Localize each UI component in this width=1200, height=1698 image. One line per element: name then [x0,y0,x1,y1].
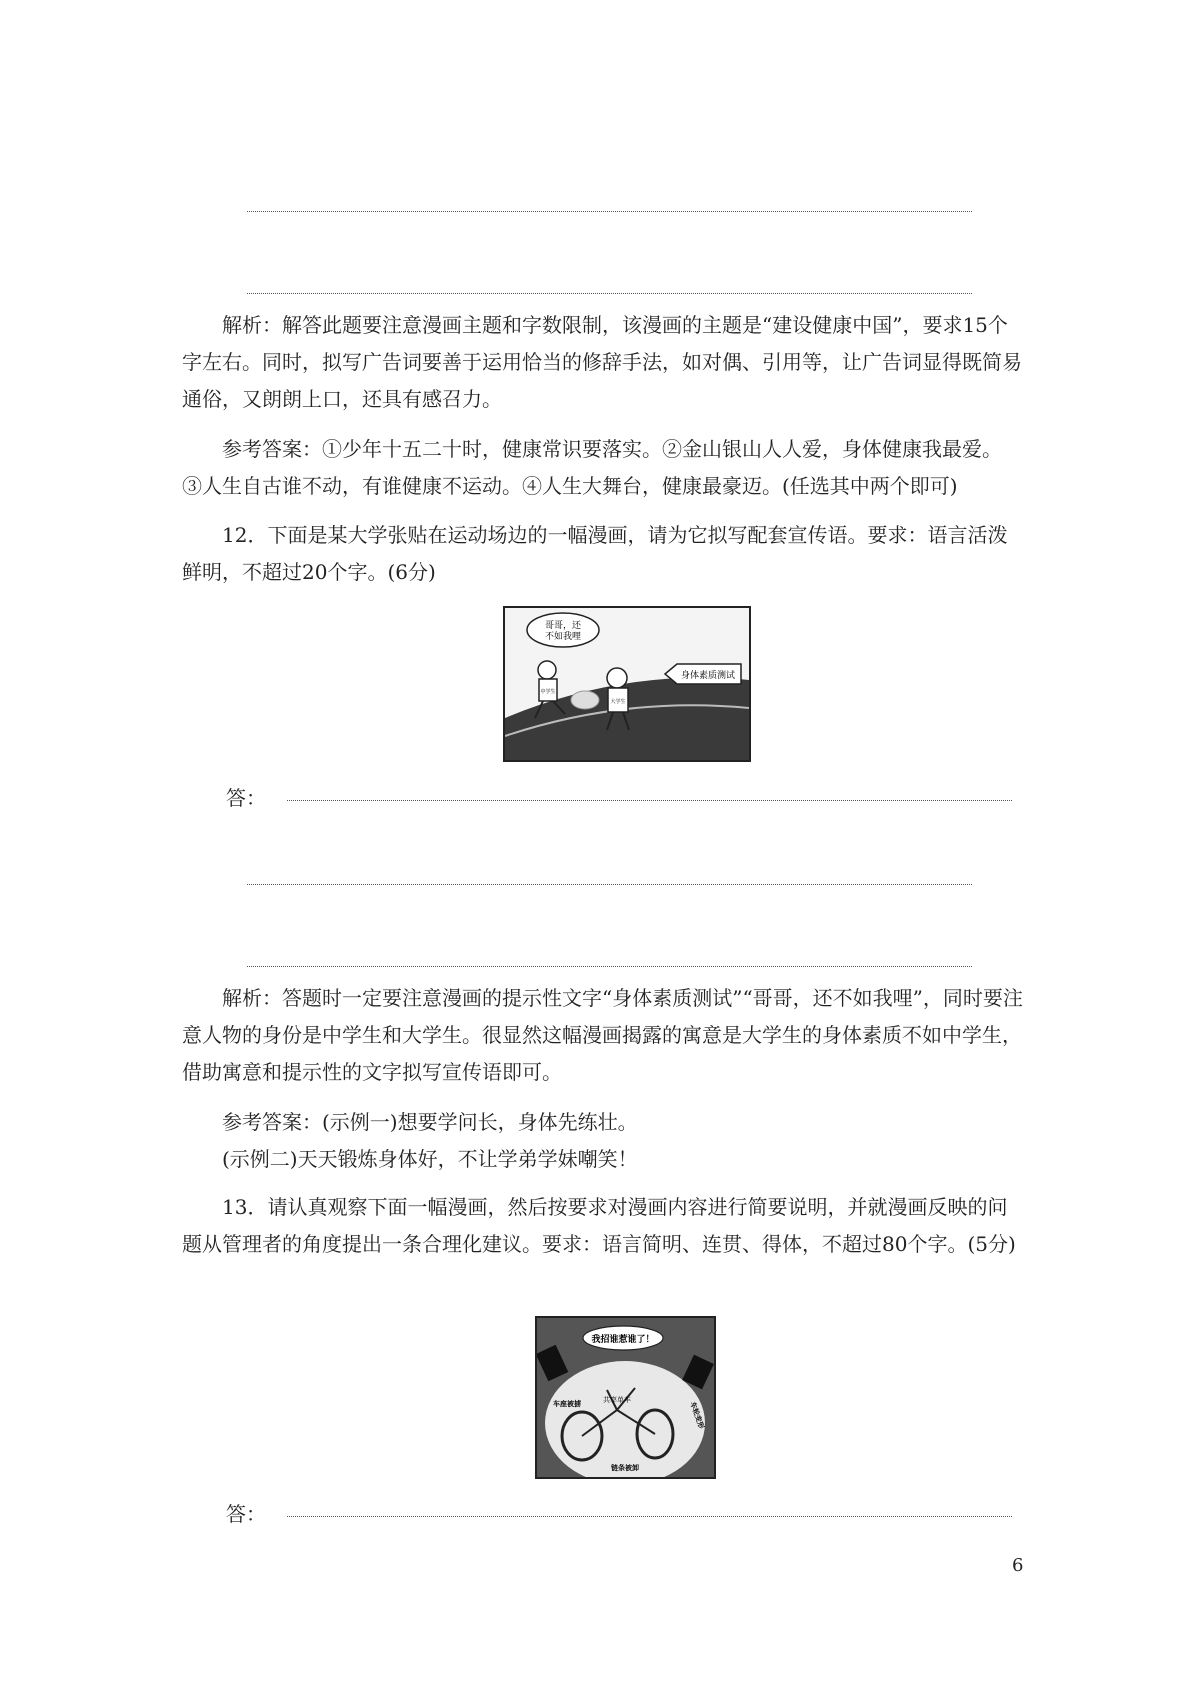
q11-answer-line1: 参考答案：①少年十五二十时，健康常识要落实。②金山银山人人爱，身体健康我最爱。 [222,437,1002,461]
q12-answer-2: (示例二)天天锻炼身体好，不让学弟学妹嘲笑！ [222,1147,638,1171]
bike-label: 共享单车 [603,1396,631,1404]
q11-answer-line2: ③人生自古谁不动，有谁健康不运动。④人生大舞台，健康最豪迈。(任选其中两个即可) [182,474,958,498]
speech-bubble-text: 哥哥，还 [544,621,582,631]
q12-cartoon [503,606,751,762]
q11-analysis: 解析：解答此题要注意漫画主题和字数限制，该漫画的主题是“建设健康中国”，要求15个字左右。同时，拟写广告词要善于运用恰当的修辞手法，如对偶、引用等，让广告词显得既简易通俗，又朗朗上口，还具有感召力。 [182,313,1022,411]
shirt-label-left: 中学生 [540,689,556,695]
answer-line [247,966,972,967]
answer-line [247,293,972,294]
q12-analysis: 解析：答题时一定要注意漫画的提示性文字“身体素质测试”“哥哥，还不如我哩”，同时要注意人物的身份是中学生和大学生。很显然这幅漫画揭露的寓意是大学生的身体素质不如中学生，借助寓意和提示性的文字拟写宣传语即可。 [182,986,1023,1084]
answer-input-line[interactable] [287,800,1012,801]
page-number: 6 [1012,1555,1024,1576]
speech-bubble-text: 不如我哩 [544,632,582,642]
chain-label: 链条被卸 [611,1464,639,1472]
wheel-label: 车轮变形 [688,1400,706,1430]
q12-question: 12．下面是某大学张贴在运动场边的一幅漫画，请为它拟写配套宣传语。要求：语言活泼鲜明，不超过20个字。(6分) [182,523,1008,584]
q13-answer-label: 答： [226,1502,266,1526]
answer-line [247,884,972,885]
answer-line [247,211,972,212]
seat-label: 车座被掳 [553,1400,581,1408]
q13-question: 13．请认真观察下面一幅漫画，然后按要求对漫画内容进行简要说明，并就漫画反映的问题从管理者的角度提出一条合理化建议。要求：语言简明、连贯、得体，不超过80个字。(5分) [182,1195,1016,1256]
q13-cartoon [535,1316,716,1479]
shirt-label-right: 大学生 [610,699,626,705]
answer-input-line[interactable] [287,1516,1012,1517]
q12-answer-label: 答： [226,786,266,810]
sign-text: 身体素质测试 [680,671,736,681]
speech-bubble-text: 我招谁惹谁了！ [591,1335,655,1345]
q12-answer-1: 参考答案：(示例一)想要学问长，身体先练壮。 [222,1110,638,1134]
